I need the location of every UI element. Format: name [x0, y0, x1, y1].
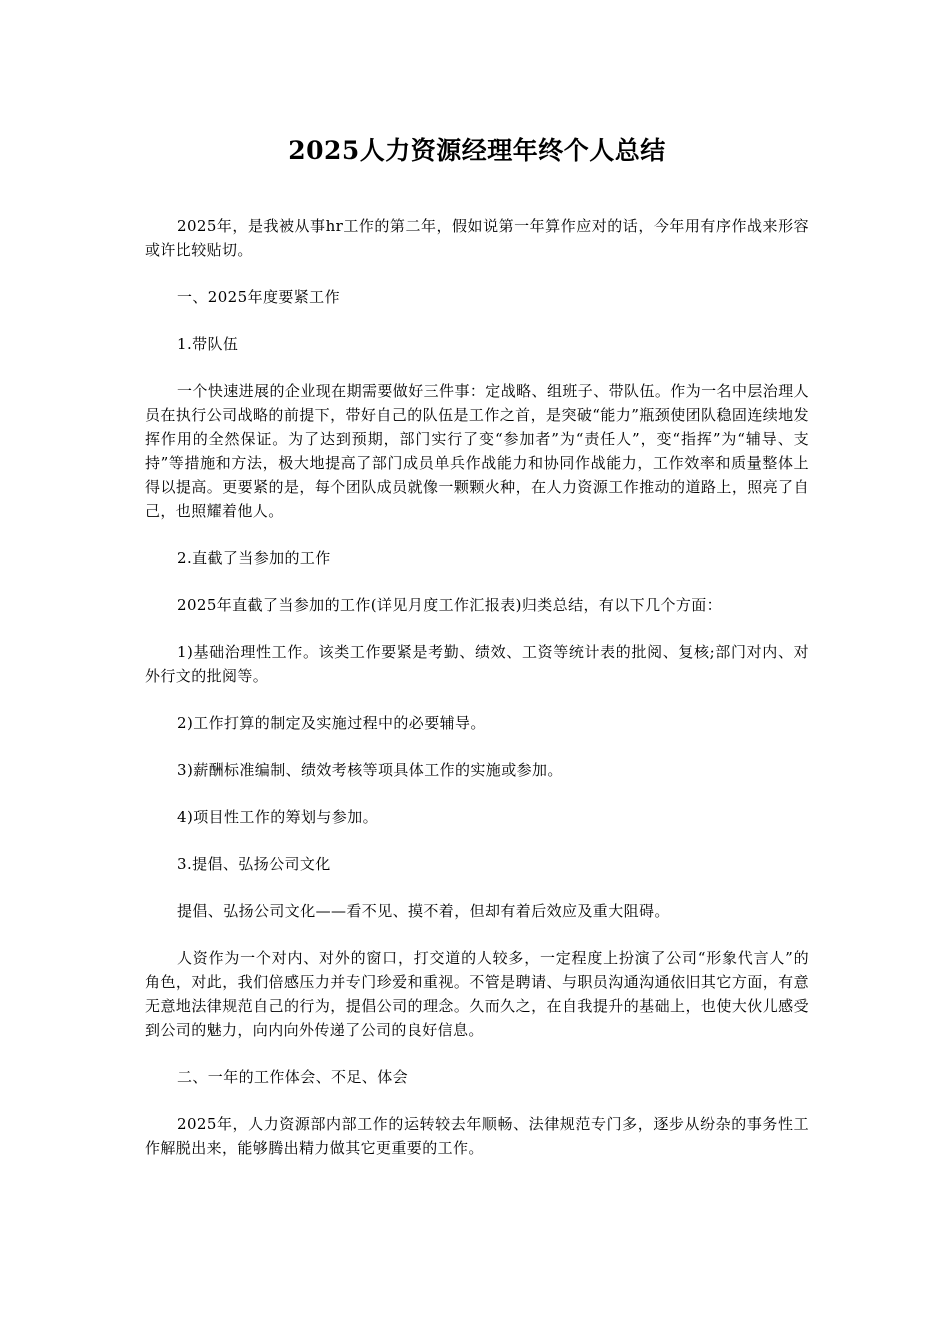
section-heading-2: 二、一年的工作体会、不足、体会 [177, 1068, 409, 1086]
paragraph-intro: 2025年，是我被从事hr工作的第二年，假如说第一年算作应对的话，今年用有序作战来形容或许比较贴切。 [145, 217, 809, 259]
list-item-1: 1)基础治理性工作。该类工作要紧是考勤、绩效、工资等统计表的批阅、复核;部门对内、对外行文的批阅等。 [145, 643, 809, 685]
list-item-3: 3)薪酬标准编制、绩效考核等项具体工作的实施或参加。 [177, 761, 563, 779]
paragraph-image-spokesperson: 人资作为一个对内、对外的窗口，打交道的人较多，一定程度上扮演了公司“形象代言人”的角色，对此，我们倍感压力并专门珍爱和重视。不管是聘请、与职员沟通沟通依旧其它方面，有意无意地法律规范自己的行为，提倡公司的理念。久而久之，在自我提升的基础上，也使大伙儿感受到公司的魅力，向内向外传递了公司的良好信息。 [145, 949, 809, 1039]
section-heading-1: 一、2025年度要紧工作 [177, 288, 340, 306]
document-title: 2025人力资源经理年终个人总结 [288, 136, 666, 165]
list-item-4: 4)项目性工作的筹划与参加。 [177, 808, 378, 826]
subheading-direct-work: 2.直截了当参加的工作 [177, 549, 331, 567]
subheading-lead-team: 1.带队伍 [177, 335, 239, 353]
subheading-culture: 3.提倡、弘扬公司文化 [177, 855, 331, 873]
paragraph-direct-work-summary: 2025年直截了当参加的工作(详见月度工作汇报表)归类总结，有以下几个方面： [177, 596, 723, 614]
paragraph-2025-operations: 2025年，人力资源部内部工作的运转较去年顺畅、法律规范专门多，逐步从纷杂的事务性工作解脱出来，能够腾出精力做其它更重要的工作。 [145, 1115, 809, 1157]
list-item-2: 2)工作打算的制定及实施过程中的必要辅导。 [177, 714, 486, 732]
paragraph-culture: 提倡、弘扬公司文化——看不见、摸不着，但却有着后效应及重大阻碍。 [177, 902, 670, 920]
paragraph-lead-team: 一个快速进展的企业现在期需要做好三件事：定战略、组班子、带队伍。作为一名中层治理人员在执行公司战略的前提下，带好自己的队伍是工作之首，是突破“能力”瓶颈使团队稳固连续地发挥作用的全然保证。为了达到预期，部门实行了变“参加者”为“责任人”，变“指挥”为“辅导、支持”等措施和方法，极大地提高了部门成员单兵作战能力和协同作战能力，工作效率和质量整体上得以提高。更要紧的是，每个团队成员就像一颗颗火种，在人力资源工作推动的道路上，照亮了自己，也照耀着他人。 [145, 382, 809, 520]
document-page [145, 128, 809, 1183]
